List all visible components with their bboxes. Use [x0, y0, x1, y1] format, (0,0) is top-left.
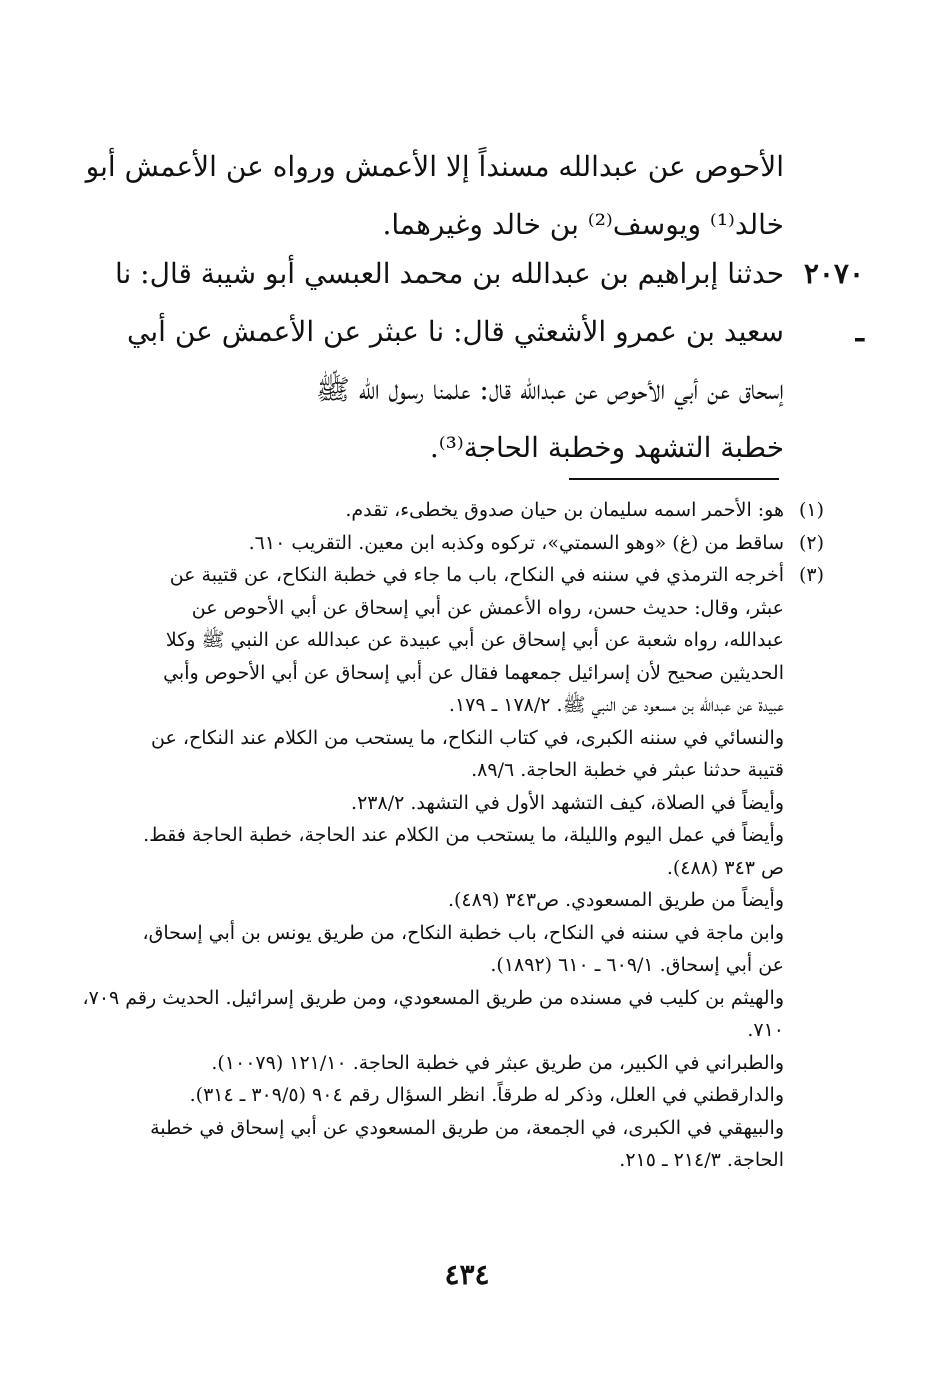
footnote-line: الحاجة. ٢١٤/٣ ـ ٢١٥. [619, 1149, 784, 1171]
footnote [75, 787, 784, 820]
footnote-line: الحديثين صحيح لأن إسرائيل جمعهما فقال عن أبي إسحاق عن أبي الأحوص وأبي [163, 661, 784, 684]
footnote-line: وأيضاً في الصلاة، كيف التشهد الأول في التشهد. ٢٣٨/٢. [351, 791, 784, 814]
text-line: إسحاق عن أبي الأحوص عن عبدالله قال: علمنا رسول الله ﷺ [315, 373, 784, 406]
footnote [75, 819, 784, 884]
footnote [75, 1079, 784, 1112]
footnote-line: وأيضاً في عمل اليوم والليلة، ما يستحب من الكلام عند الحاجة، خطبة الحاجة فقط. [143, 824, 784, 846]
footnote-line: والهيثم بن كليب في مسنده من طريق المسعودي، ومن طريق إسرائيل. الحديث رقم ٧٠٩، [82, 986, 784, 1009]
text-line: خالد⁽¹⁾ ويوسف⁽²⁾ بن خالد وغيرهما. [382, 208, 784, 241]
footnote-line: والدارقطني في العلل، وذكر له طرقاً. انظر السؤال رقم ٩٠٤ (٣٠٩/٥ ـ ٣١٤). [189, 1084, 784, 1106]
text-line: سعيد بن عمرو الأشعثي قال: نا عبثر عن الأعمش عن أبي [127, 315, 784, 348]
hadith-text [75, 245, 794, 477]
footnote-number: (٢) [798, 531, 824, 554]
footnote-divider [569, 478, 779, 480]
hadith-2070 [75, 245, 864, 477]
footnote [75, 884, 784, 917]
footnote [75, 917, 784, 982]
footnote [75, 982, 784, 1047]
footnote-line: وابن ماجة في سننه في النكاح، باب خطبة النكاح، من طريق يونس بن أبي إسحاق، [142, 921, 784, 944]
footnote-line: قتيبة حدثنا عبثر في خطبة الحاجة. ٨٩/٦. [471, 759, 784, 781]
footnote-line: والنسائي في سننه الكبرى، في كتاب النكاح، ما يستحب من الكلام عند النكاح، عن [151, 726, 784, 749]
footnotes [75, 494, 824, 1177]
footnote [75, 559, 824, 722]
footnote-line: عبثر، وقال: حديث حسن، رواه الأعمش عن أبي إسحاق عن أبي الأحوص عن [191, 596, 784, 619]
footnote-number: (٣) [798, 564, 824, 586]
text-line: الأحوص عن عبدالله مسنداً إلا الأعمش ورواه عن الأعمش أبو [85, 150, 784, 183]
hadith-number: ٢٠٧٠ ـ [803, 257, 864, 348]
page-number: ٤٣٤ [444, 1258, 490, 1291]
footnote-line: ساقط من (غ) «وهو السمتي»، تركوه وكذبه ابن معين. التقريب ٦١٠. [248, 531, 784, 554]
footnote-line: والطبراني في الكبير، من طريق عبثر في خطبة الحاجة. ١٢١/١٠ (١٠٠٧٩). [211, 1051, 784, 1074]
footnote-line: أخرجه الترمذي في سننه في النكاح، باب ما جاء في خطبة النكاح، عن قتيبة عن [169, 564, 784, 586]
footnote [75, 494, 824, 527]
footnote-line: ٧١٠. [747, 1019, 784, 1041]
footnote-line: عبدالله، رواه شعبة عن أبي إسحاق عن أبي عبيدة عن عبدالله عن النبي ﷺ وكلا [165, 629, 784, 651]
text-line: حدثنا إبراهيم بن عبدالله بن محمد العبسي أبو شيبة قال: نا [114, 257, 784, 290]
footnote [75, 1112, 784, 1177]
continuation-paragraph [75, 138, 784, 254]
text-line: خطبة التشهد وخطبة الحاجة⁽³⁾. [429, 431, 784, 464]
footnote-line: ص ٣٤٣ (٤٨٨). [666, 856, 784, 879]
footnote [75, 527, 824, 560]
footnote [75, 722, 784, 787]
footnote [75, 1047, 784, 1080]
footnote-line: عن أبي إسحاق. ٦٠٩/١ ـ ٦١٠ (١٨٩٢). [490, 954, 784, 976]
footnote-number: (١) [798, 499, 824, 521]
footnote-line: والبيهقي في الكبرى، في الجمعة، من طريق المسعودي عن أبي إسحاق في خطبة [150, 1116, 784, 1139]
footnote-line: عبيدة عن عبدالله بن مسعود عن النبي ﷺ. ١٧٨/٢ ـ ١٧٩. [448, 694, 784, 716]
footnote-line: هو: الأحمر اسمه سليمان بن حيان صدوق يخطىء، تقدم. [345, 499, 784, 521]
footnote-line: وأيضاً من طريق المسعودي. ص٣٤٣ (٤٨٩). [447, 889, 784, 911]
